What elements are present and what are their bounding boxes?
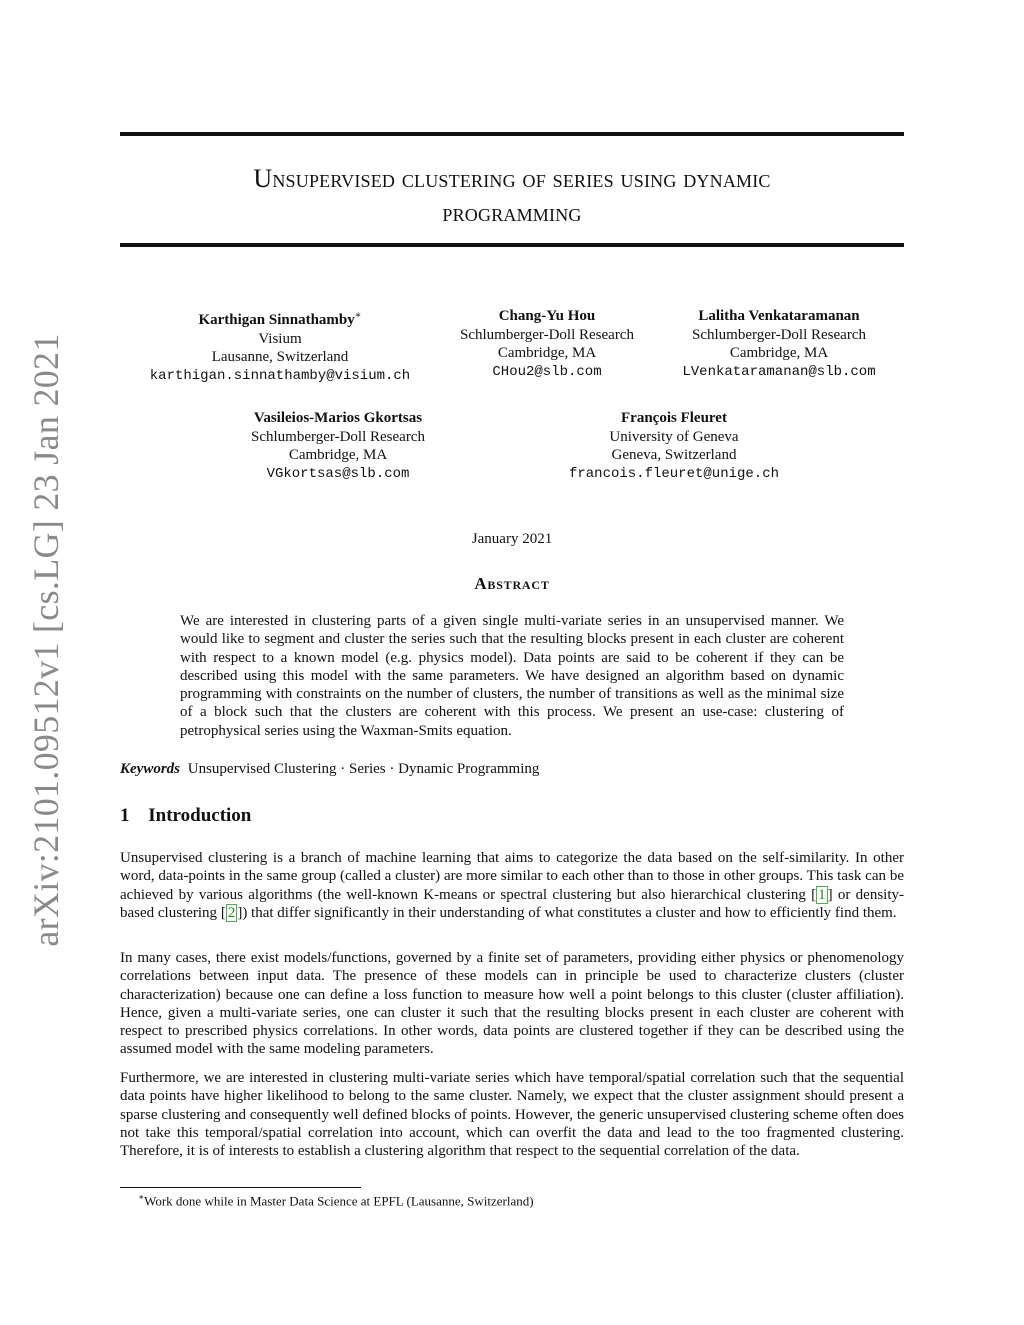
keywords-label: Keywords [120,761,180,777]
author-block [437,307,657,381]
author-block [130,307,430,385]
author-location: Lausanne, Switzerland [211,349,349,365]
section-number: 1 [120,805,130,826]
author-location: Cambridge, MA [288,447,388,463]
author-email[interactable]: karthigan.sinnathamby@visium.ch [149,367,411,384]
section-title: Introduction [148,805,252,826]
author-affiliation: University of Geneva [609,428,739,445]
author-name: Lalitha Venkataramanan [698,308,860,324]
abstract-text: We are interested in clustering parts of a given single multi-variate series in an unsupervised manner. We would like to segment and cluster the series such that the resulting blocks present in each cluster are coherent with respect to a known model (e.g. physics model). Data points are said to be coherent if they can be described using this model with the same parameters. We have designed an algorithm based on dynamic programming with constraints on the number of clusters, the number of transitions as well as the minimal size of a block such that the clusters are coherent with this process. We present an use-case: clustering of petrophysical series using the Waxman-Smits equation. [180,613,844,739]
arxiv-stamp-text: arXiv:2101.09512v1 [cs.LG] 23 Jan 2021 [26,333,66,947]
author-name: François Fleuret [621,410,727,426]
paragraph-text: or density-based clustering [120,886,904,921]
footnote-rule [120,1187,361,1188]
paragraph-text: Unsupervised clustering is a branch of machine learning that aims to categorize the data based on the self-similarity. In other word, data-points in the same group (called a cluster) are more similar to each other than to those in other groups. This task can be achieved by various algorithms (the well-known K-means or spectral clustering but also hierarchical clustering [120,850,904,903]
section-heading [120,805,251,827]
author-affiliation: Schlumberger-Doll Research [460,326,634,343]
author-block [222,409,454,483]
citation-link[interactable]: 1 [818,886,826,903]
author-email[interactable]: VGkortsas@slb.com [266,465,410,482]
footnote [138,1192,534,1209]
author-block [548,409,800,483]
author-affiliation: Schlumberger-Doll Research [251,428,425,445]
paper-title-line1: Unsupervised clustering of series using dynamic [253,164,771,193]
title-rule-bottom [120,243,904,247]
title-rule-top [120,132,904,136]
author-location: Cambridge, MA [497,345,597,361]
keywords-text: Unsupervised Clustering · Series · Dynamic Programming [187,761,540,777]
paragraph-text: ) that differ significantly in their understanding of what constitutes a cluster and how to efficiently find them. [242,904,897,921]
author-email[interactable]: francois.fleuret@unige.ch [568,465,780,482]
author-affiliation: Schlumberger-Doll Research [692,326,866,343]
citation-link[interactable]: 2 [227,904,236,921]
author-block [664,307,894,381]
footnote-text: Work done while in Master Data Science at EPFL (Lausanne, Switzerland) [144,1193,534,1209]
author-location: Cambridge, MA [729,345,829,361]
author-affiliation: Visium [258,330,302,347]
author-name: Chang-Yu Hou [498,308,596,324]
author-email[interactable]: CHou2@slb.com [492,363,602,380]
footnote-mark: ∗ [138,1192,145,1202]
keywords-line [120,761,904,778]
author-location: Geneva, Switzerland [611,447,737,463]
author-email[interactable]: LVenkataramanan@slb.com [682,363,876,380]
abstract-heading: Abstract [474,574,550,593]
intro-paragraph-2: In many cases, there exist models/functions, governed by a finite set of parameters, providing either physics or phenomenology correlations between input data. The presence of these models can in principle be used to characterize clusters (cluster characterization) because one can define a loss function to measure how well a point belongs to this cluster (cluster affiliation). Hence, given a multi-variate series, one can cluster it such that the resulting blocks present in each cluster are coherent with respect to prescribed physics correlations. In other words, data points are clustered together if they can be described using the assumed model with the same modeling parameters. [120,950,904,1058]
paper-title-line2: programming [442,198,582,227]
intro-paragraph-3: Furthermore, we are interested in clustering multi-variate series which have temporal/spatial correlation such that the sequential data points have higher likelihood to belong to the same cluster. Namely, we expect that the cluster assignment should present a sparse clustering and consequently well defined blocks of points. However, the generic unsupervised clustering scheme often does not take this temporal/spatial correlation into account, which can overfit the data and lead to the too fragmented clustering. Therefore, it is of interests to establish a clustering algorithm that respect to the sequential correlation of the data. [120,1070,904,1160]
paper-date: January 2021 [471,531,553,547]
author-name: Karthigan Sinnathamby [198,312,355,328]
author-name: Vasileios-Marios Gkortsas [253,410,423,426]
intro-paragraph-1: Unsupervised clustering is a branch of machine learning that aims to categorize the data based on the self-similarity. In other word, data-points in the same group (called a cluster) are more similar to each other than to those in other groups. This task can be achieved by various algorithms (the well-known K-means or spectral clustering but also hierarchical clustering [ 1 ] or density-based clustering [ 2 ]) that differ significantly in their understanding of what constitutes a cluster and how to efficiently find them. [120,850,904,921]
author-footnote-mark: ∗ [354,310,362,321]
